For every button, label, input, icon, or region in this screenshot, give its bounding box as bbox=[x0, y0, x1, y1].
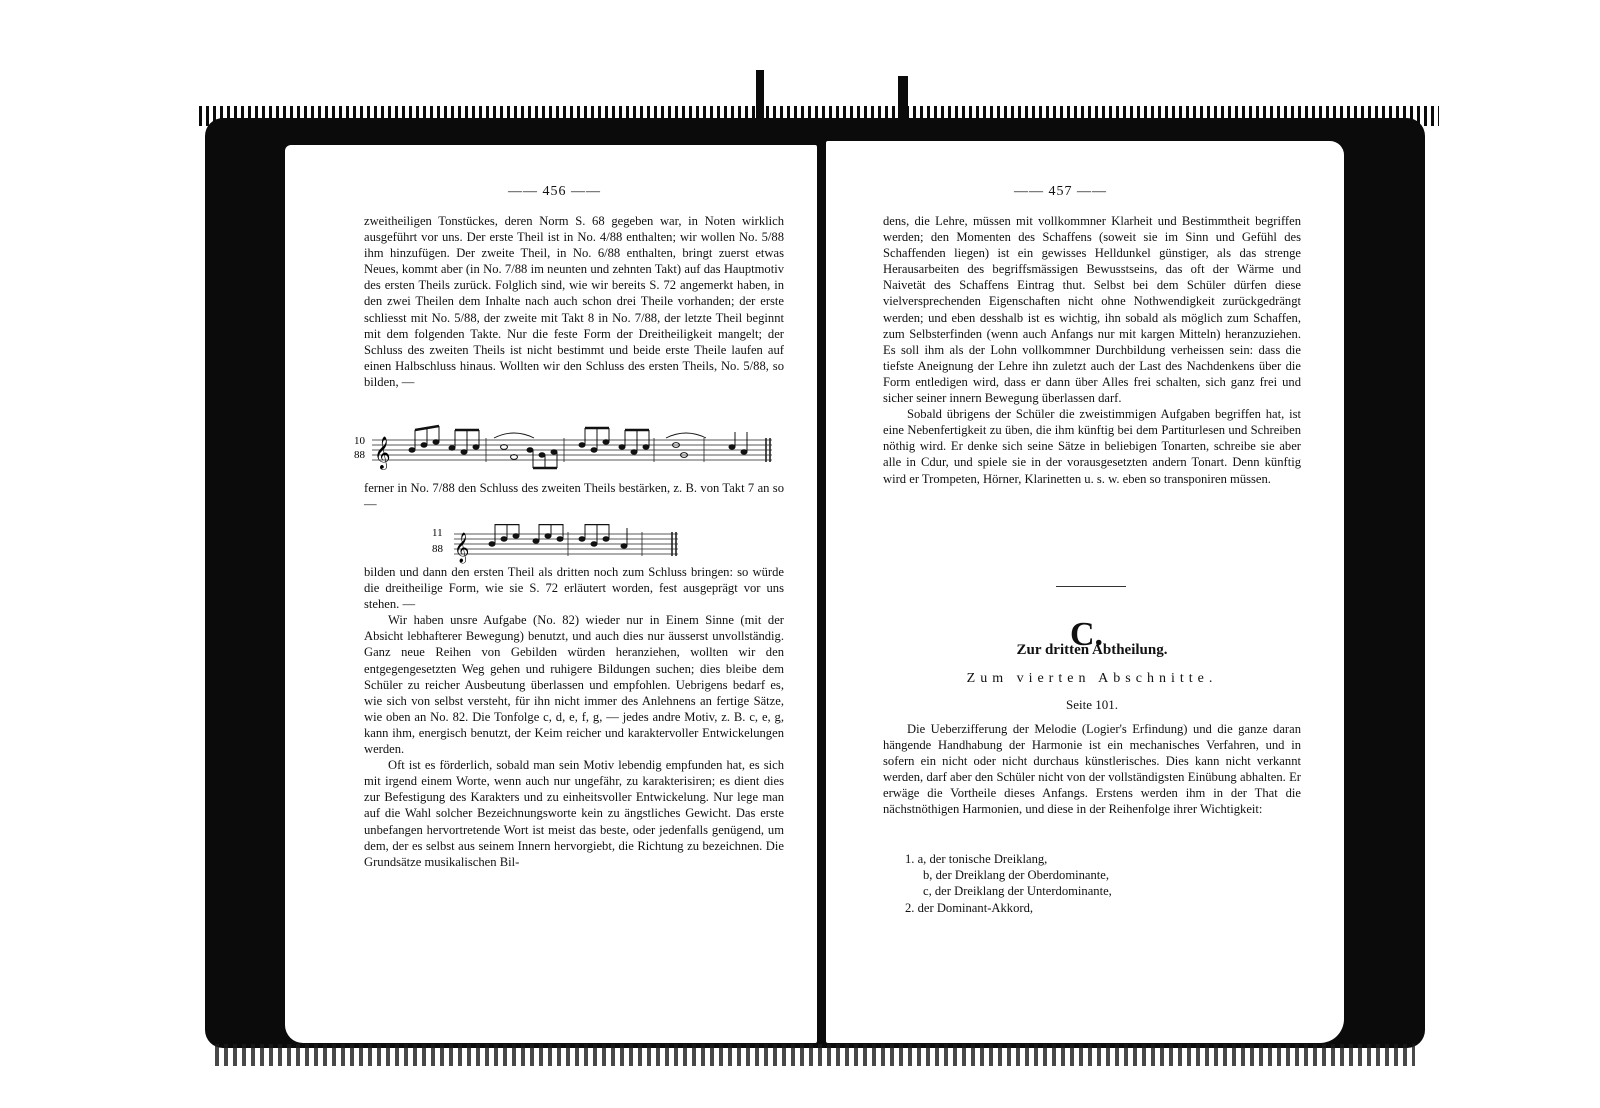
book-spine bbox=[817, 138, 826, 1043]
right-column-top bbox=[883, 213, 1301, 487]
left-column-mid bbox=[364, 480, 784, 512]
left-para-5: Oft ist es förderlich, sobald man sein Motiv lebendig empfunden hat, es sich mit irgend einem Worte, wenn auch nur ungefähr, zu karakterisiren; es dient dies zur Befestigung des Karakters und zu einheitsvoller Entwickelung. Nur lege man auf die Wahl solcher Bezeichnungsworte kein zu ängstliches Gewicht. Das erste unbefangen hervortretende Wort ist meist das beste, oder jedenfalls genügend, um dem, der es selbst aus seinem Innern hervorgiebt, die Richtung zu bezeichnen. Die Grundsätze musikalischen Bil- bbox=[364, 758, 784, 869]
list-item: c, der Dreiklang der Unterdominante, bbox=[923, 884, 1112, 899]
list-item: b, der Dreiklang der Oberdominante, bbox=[923, 868, 1110, 883]
treble-clef-icon: 𝄞 bbox=[454, 533, 470, 563]
music-example-11 bbox=[432, 524, 682, 564]
example-number: 10 bbox=[354, 435, 365, 447]
example-number: 11 bbox=[432, 527, 443, 539]
scan-artifact bbox=[898, 76, 908, 131]
example-source: 88 bbox=[432, 543, 443, 555]
treble-clef-icon: 𝄞 bbox=[374, 436, 391, 469]
page-reference: Seite 101. bbox=[1066, 697, 1118, 712]
list-item: 2. der Dominant-Akkord, bbox=[905, 900, 1034, 915]
left-column-top bbox=[364, 213, 784, 390]
subsection-title: Zum vierten Abschnitte. bbox=[966, 671, 1218, 686]
right-para-2: Sobald übrigens der Schüler die zweistimmigen Aufgaben begriffen hat, ist eine Nebenfertigkeit zu üben, die ihm künftig bei dem Partiturlesen und Schreiben nöthig wird. Er denke sich seine Sätze in beliebigen Tonarten, schreibe sie aber alle in Cdur, und spiele sie in der vorausgesetzten andern Tonart. Denn künftig wird er Trompeten, Hörner, Klarinetten u. s. w. eben so transponiren müssen. bbox=[883, 407, 1301, 486]
left-para-2: ferner in No. 7/88 den Schluss des zweiten Theils bestärken, z. B. von Takt 7 an so — bbox=[364, 481, 784, 512]
left-para-3: bilden und dann den ersten Theil als dritten noch zum Schluss bringen: so würde die dreitheilige Form, wie sie S. 72 erläutert worden, fest ausgeprägt vor uns stehen. — bbox=[364, 565, 784, 612]
left-column-bottom bbox=[364, 564, 784, 870]
right-para-3: Die Ueberzifferung der Melodie (Logier's Erfindung) und die ganze daran hängende Handhabung der Harmonie ist ein mechanisches Verfahren, und in sofern ein nicht oder nicht durchaus künstlerisches. Dies kann nicht verkannt werden, darf aber den Schüler nicht von der vollständigsten Einübung abhalten. Er erwäge die Vortheile dieses Anfangs. Erstens werden ihm in der That die nächstnöthigen Harmonien, und diese in der Reihenfolge ihrer Wichtigkeit: bbox=[883, 722, 1301, 817]
right-column-bottom bbox=[883, 721, 1301, 818]
section-title: Zur dritten Abtheilung. bbox=[1016, 642, 1168, 658]
right-page-number: —— 457 —— bbox=[1014, 184, 1107, 199]
scan-artifact bbox=[756, 70, 764, 130]
left-para-4: Wir haben unsre Aufgabe (No. 82) wieder nur in Einem Sinne (mit der Absicht lebhafterer Bewegung) benutzt, und auch dies nur äusserst unvollständig. Ganz neue Reihen von Gebilden würden heranziehen, wollten wir den entgegengesetzten Weg gehen und ruhigere Bildungen suchen; dies bleibe dem Schüler zu reicher Ausbeutung überlassen und empfohlen. Uebrigens bedarf es, wie sich von selbst versteht, für ihn nicht immer des Anlehnens an fertige Sätze, wie oben an No. 82. Die Tonfolge c, d, e, f, g, — jedes andre Motiv, z. B. c, e, g, kann ihm, energisch benutzt, der Keim reicher und karaktervoller Entwickelungen werden. bbox=[364, 613, 784, 757]
example-source: 88 bbox=[354, 449, 365, 461]
music-example-10 bbox=[354, 424, 774, 476]
left-page-number: —— 456 —— bbox=[508, 184, 601, 199]
left-para-1: zweitheiligen Tonstückes, deren Norm S. 68 gegeben war, in Noten wirklich ausgeführt vor uns. Der erste Theil ist in No. 4/88 enthalten; wir wollen No. 5/88 ihm hinzufügen. Der zweite Theil, in No. 6/88 enthalten, bringt zuerst etwas Neues, kommt aber (in No. 7/88 im neunten und zehnten Takt) auf das Hauptmotiv des ersten Theils zurück. Folglich sind, wie wir bereits S. 72 angemerkt haben, in den zwei Theilen dem Inhalte nach auch schon drei Theile vorhanden; der erste schliesst mit No. 5/88, der zweite mit Takt 8 in No. 7/88, der letzte Theil beginnt mit dem folgenden Takte. Nur die feste Form der Dreitheiligkeit mangelt; der Schluss des zweiten Theils ist nicht bestimmt und beide erste Theile laufen auf einen Halbschluss hinaus. Wollten wir den Schluss des ersten Theils, No. 5/88, so bilden, — bbox=[364, 214, 784, 389]
section-letter: C. bbox=[1070, 616, 1104, 653]
section-divider bbox=[1056, 586, 1126, 587]
list-item: 1. a, der tonische Dreiklang, bbox=[905, 852, 1048, 866]
harmony-list bbox=[905, 851, 1112, 916]
right-para-1: dens, die Lehre, müssen mit vollkommner Klarheit und Bestimmtheit begriffen werden; den Momenten des Schaffens (soweit sie im Sinn und Gefühl des Schaffenden liegen) ist ein gewisses Helldunkel günstiger, als das strenge Herausarbeiten des begriffsmässigen Bewusstseins, das oft der Wärme und Naivetät des Schaffens Eintrag thut. Selbst bei dem Schüler dürfen diese vielversprechenden Eigenschaften nicht ohne Nothwendigkeit zurückgedrängt werden; und eben desshalb ist es wichtig, ihn sobald als möglich zum Schaffen, zum Selbsterfinden (wenn auch Anfangs nur mit kargen Mitteln) heranzuziehen. Es soll ihm als der Lohn vollkommner Durchbildung verheissen sein: dass die tiefste Aneignung der Lehre ihn zuletzt auch der Last des Nachdenkens über die Form entledigen wird, dass er dann über Alles frei schalten, sich ganz frei und sicher seiner innern Bewegung überlassen darf. bbox=[883, 214, 1301, 406]
